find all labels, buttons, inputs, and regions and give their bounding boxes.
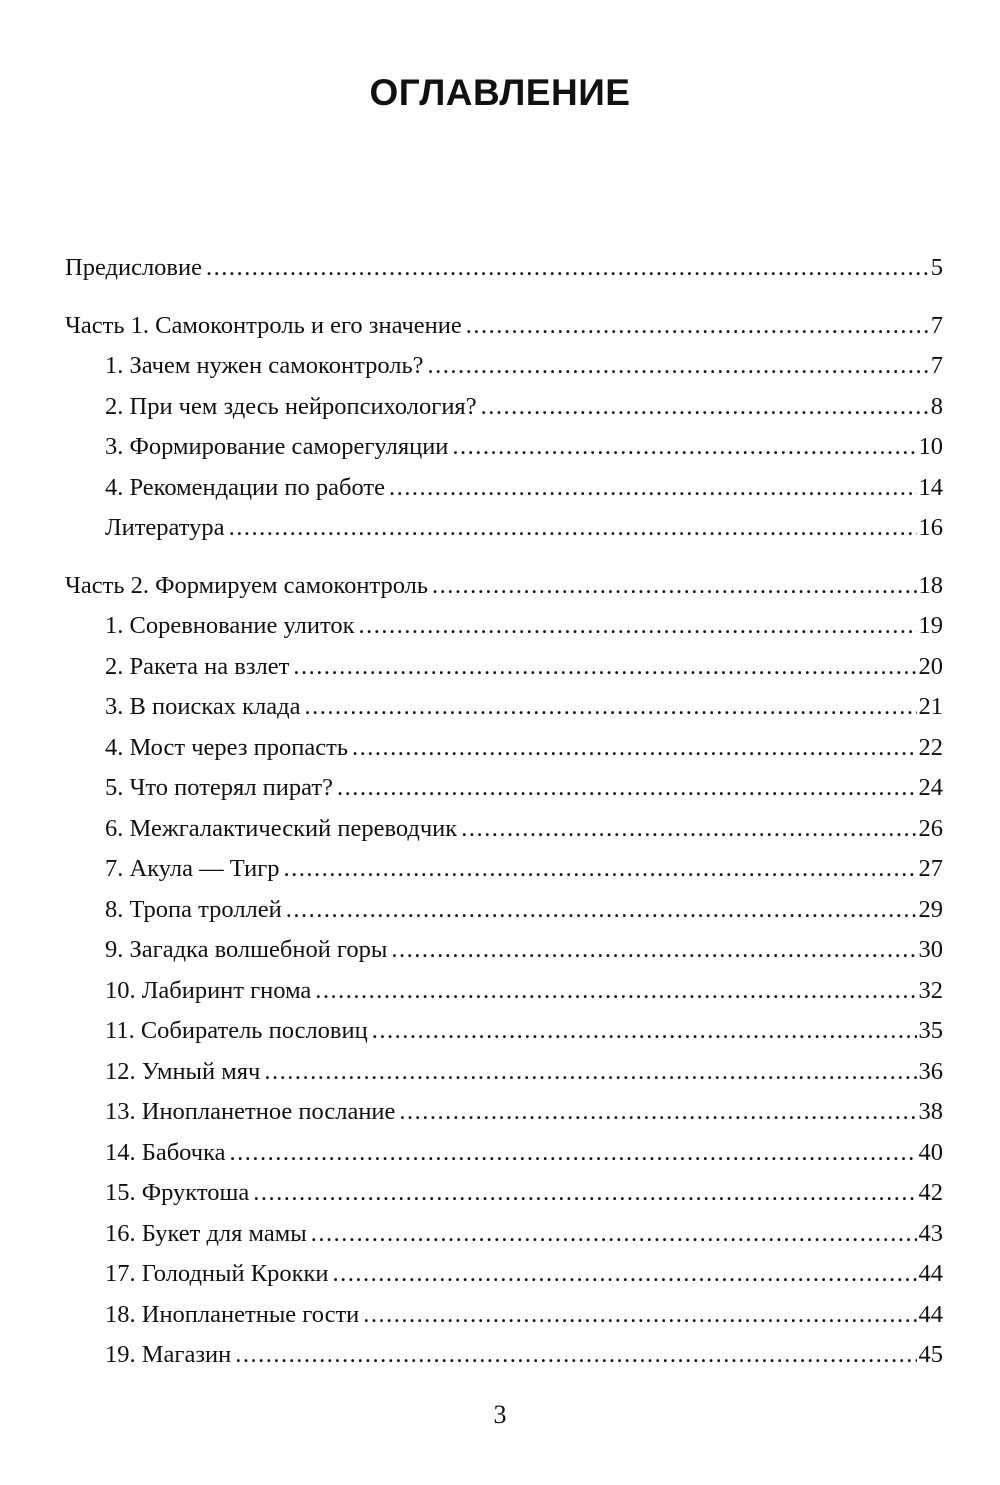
table-of-contents	[65, 254, 943, 1399]
toc-entry[interactable]	[65, 474, 943, 515]
toc-entry[interactable]	[65, 653, 943, 694]
toc-entry-page: 19	[918, 612, 943, 639]
toc-entry-page: 44	[918, 1300, 943, 1328]
toc-entry-page: 18	[918, 571, 943, 599]
dot-leader	[461, 815, 916, 843]
toc-entry-page: 42	[918, 1179, 943, 1206]
toc-entry-title: 5. Что потерял пират?	[105, 774, 333, 801]
toc-entry[interactable]	[65, 1301, 943, 1342]
toc-entry-page: 5	[930, 254, 943, 281]
toc-entry-title: 15. Фруктоша	[105, 1179, 250, 1206]
toc-entry-title: 3. Формирование саморегуляции	[105, 433, 449, 460]
toc-entry-title: 7. Акула — Тигр	[105, 855, 280, 882]
dot-leader	[333, 1260, 917, 1288]
toc-entry-page: 10	[918, 433, 943, 460]
toc-entry[interactable]	[65, 815, 943, 856]
toc-entry-title: 10. Лабиринт гнома	[105, 976, 312, 1004]
toc-entry[interactable]	[65, 1341, 943, 1382]
toc-entry-page: 36	[918, 1057, 943, 1085]
dot-leader	[452, 433, 916, 461]
dot-leader	[230, 1139, 917, 1167]
toc-entry[interactable]	[65, 1098, 943, 1139]
toc-entry-page: 7	[930, 352, 943, 379]
toc-group	[65, 254, 943, 295]
dot-leader	[206, 254, 929, 282]
toc-entry[interactable]	[65, 977, 943, 1018]
toc-entry-title: 9. Загадка волшебной горы	[105, 936, 388, 963]
toc-group	[65, 572, 943, 1382]
toc-entry-page: 45	[918, 1341, 943, 1368]
toc-entry-page: 43	[918, 1219, 943, 1247]
toc-entry-title: 2. Ракета на взлет	[105, 652, 290, 680]
dot-leader	[264, 1058, 916, 1086]
dot-leader	[352, 734, 916, 762]
dot-leader	[391, 936, 916, 964]
toc-entry[interactable]	[65, 254, 943, 295]
toc-entry-title: 1. Зачем нужен самоконтроль?	[105, 352, 424, 379]
toc-entry-title: 12. Умный мяч	[105, 1057, 261, 1085]
toc-entry[interactable]	[65, 572, 943, 613]
dot-leader	[481, 393, 929, 421]
toc-group	[65, 312, 943, 555]
dot-leader	[304, 693, 916, 721]
page-title: ОГЛАВЛЕНИЕ	[369, 72, 631, 113]
toc-entry[interactable]	[65, 312, 943, 353]
dot-leader	[315, 977, 916, 1005]
toc-entry-title: 4. Мост через пропасть	[105, 733, 349, 761]
toc-entry[interactable]	[65, 393, 943, 434]
toc-entry[interactable]	[65, 774, 943, 815]
toc-entry[interactable]	[65, 1179, 943, 1220]
dot-leader	[235, 1341, 916, 1369]
toc-entry[interactable]	[65, 514, 943, 555]
toc-entry-page: 21	[918, 693, 943, 720]
dot-leader	[359, 612, 917, 640]
toc-entry-title: 14. Бабочка	[105, 1138, 226, 1166]
toc-entry[interactable]	[65, 855, 943, 896]
toc-entry-title: 19. Магазин	[105, 1341, 232, 1368]
toc-entry-page: 7	[930, 311, 943, 339]
toc-entry[interactable]	[65, 1017, 943, 1058]
dot-leader	[293, 653, 916, 681]
toc-entry-title: Часть 1. Самоконтроль и его значение	[65, 311, 462, 339]
page-number: 3	[493, 1400, 507, 1429]
dot-leader	[466, 312, 929, 340]
toc-entry-page: 26	[918, 814, 943, 842]
toc-entry-title: Часть 2. Формируем самоконтроль	[65, 571, 429, 599]
toc-entry-page: 32	[918, 976, 943, 1004]
toc-entry[interactable]	[65, 352, 943, 393]
toc-entry-title: 11. Собиратель пословиц	[105, 1017, 368, 1044]
toc-entry-page: 20	[918, 652, 943, 680]
dot-leader	[363, 1301, 916, 1329]
toc-entry-page: 8	[930, 392, 943, 420]
toc-entry-page: 38	[918, 1098, 943, 1125]
toc-entry[interactable]	[65, 936, 943, 977]
toc-entry-page: 29	[918, 895, 943, 923]
dot-leader	[311, 1220, 917, 1248]
toc-entry-title: 18. Инопланетные гости	[105, 1300, 360, 1328]
toc-entry-page: 16	[918, 514, 943, 541]
dot-leader	[428, 352, 929, 380]
toc-entry-page: 22	[918, 733, 943, 761]
toc-entry-title: 17. Голодный Крокки	[105, 1260, 329, 1287]
toc-entry[interactable]	[65, 1260, 943, 1301]
dot-leader	[253, 1179, 916, 1207]
toc-entry-title: 16. Букет для мамы	[105, 1219, 307, 1247]
toc-entry[interactable]	[65, 433, 943, 474]
dot-leader	[432, 572, 916, 600]
toc-entry-page: 30	[918, 936, 943, 963]
toc-entry-page: 44	[918, 1260, 943, 1287]
dot-leader	[286, 896, 917, 924]
toc-entry[interactable]	[65, 896, 943, 937]
dot-leader	[337, 774, 917, 802]
toc-entry-title: Литература	[105, 514, 225, 541]
toc-entry-title: 13. Инопланетное послание	[105, 1098, 396, 1125]
toc-entry-page: 14	[918, 473, 943, 501]
toc-entry-page: 40	[918, 1138, 943, 1166]
toc-entry-page: 27	[918, 855, 943, 882]
toc-entry-title: 3. В поисках клада	[105, 693, 301, 720]
dot-leader	[229, 514, 917, 542]
dot-leader	[372, 1017, 917, 1045]
dot-leader	[284, 855, 917, 883]
toc-entry-title: 8. Тропа троллей	[105, 895, 282, 923]
dot-leader	[389, 474, 917, 502]
toc-entry-title: 1. Соревнование улиток	[105, 612, 355, 639]
toc-entry[interactable]	[65, 693, 943, 734]
toc-entry[interactable]	[65, 1058, 943, 1099]
toc-entry-page: 35	[918, 1017, 943, 1044]
toc-entry-title: 4. Рекомендации по работе	[105, 473, 385, 501]
toc-entry-page: 24	[918, 774, 943, 801]
toc-entry[interactable]	[65, 612, 943, 653]
toc-entry-title: 6. Межгалактический переводчик	[105, 814, 458, 842]
toc-entry-title: 2. При чем здесь нейропсихология?	[105, 392, 477, 420]
toc-entry[interactable]	[65, 1220, 943, 1261]
toc-entry[interactable]	[65, 1139, 943, 1180]
dot-leader	[399, 1098, 916, 1126]
toc-entry-title: Предисловие	[65, 254, 202, 281]
toc-entry[interactable]	[65, 734, 943, 775]
